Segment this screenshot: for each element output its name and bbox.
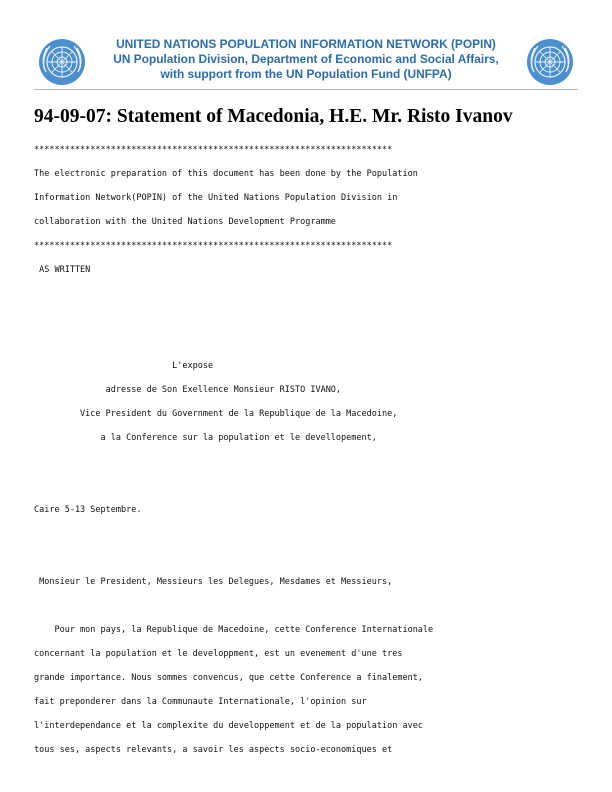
document-title: 94-09-07: Statement of Macedonia, H.E. Mr. Risto Ivanov bbox=[34, 106, 513, 127]
text-line: grande importance. Nous sommes convencus, que cette Conference a finalement, bbox=[34, 673, 423, 683]
text-line: Information Network(POPIN) of the United Nations Population Division in bbox=[34, 193, 398, 203]
text-line: concernant la population et le developpment, est un evenement d'une tres bbox=[34, 649, 403, 659]
un-emblem-icon bbox=[526, 38, 574, 86]
text-line: l'interdependance et la complexite du developpement et de la population avec bbox=[34, 721, 423, 731]
as-written-label: AS WRITTEN bbox=[34, 265, 91, 275]
text-line: collaboration with the United Nations Development Programme bbox=[34, 217, 336, 227]
header-line-division: UN Population Division, Department of Economic and Social Affairs, bbox=[113, 52, 499, 66]
separator-line: ********************************************************************** bbox=[34, 145, 393, 155]
text-line: The electronic preparation of this document has been done by the Population bbox=[34, 169, 418, 179]
text-line: a la Conference sur la population et le devellopement, bbox=[34, 433, 377, 443]
header-divider bbox=[34, 89, 578, 90]
header-line-network: UNITED NATIONS POPULATION INFORMATION NETWORK (POPIN) bbox=[116, 37, 496, 51]
popin-header bbox=[34, 34, 578, 90]
un-emblem-icon bbox=[38, 38, 86, 86]
header-line-support: with support from the UN Population Fund (UNFPA) bbox=[160, 67, 452, 81]
text-line: Caire 5-13 Septembre. bbox=[34, 505, 142, 515]
text-line: L'expose bbox=[34, 361, 214, 371]
text-line: Pour mon pays, la Republique de Macedoine, cette Conference Internationale bbox=[34, 625, 434, 635]
separator-line: ********************************************************************** bbox=[34, 241, 393, 251]
text-line: adresse de Son Exellence Monsieur RISTO IVANO, bbox=[34, 385, 342, 395]
text-line: Monsieur le President, Messieurs les Delegues, Mesdames et Messieurs, bbox=[34, 577, 393, 587]
text-line: Vice President du Government de la Republique de la Macedoine, bbox=[34, 409, 398, 419]
text-line: fait preponderer dans la Communaute Internationale, l'opinion sur bbox=[34, 697, 367, 707]
text-line: tous ses, aspects relevants, a savoir les aspects socio-economiques et bbox=[34, 745, 393, 755]
